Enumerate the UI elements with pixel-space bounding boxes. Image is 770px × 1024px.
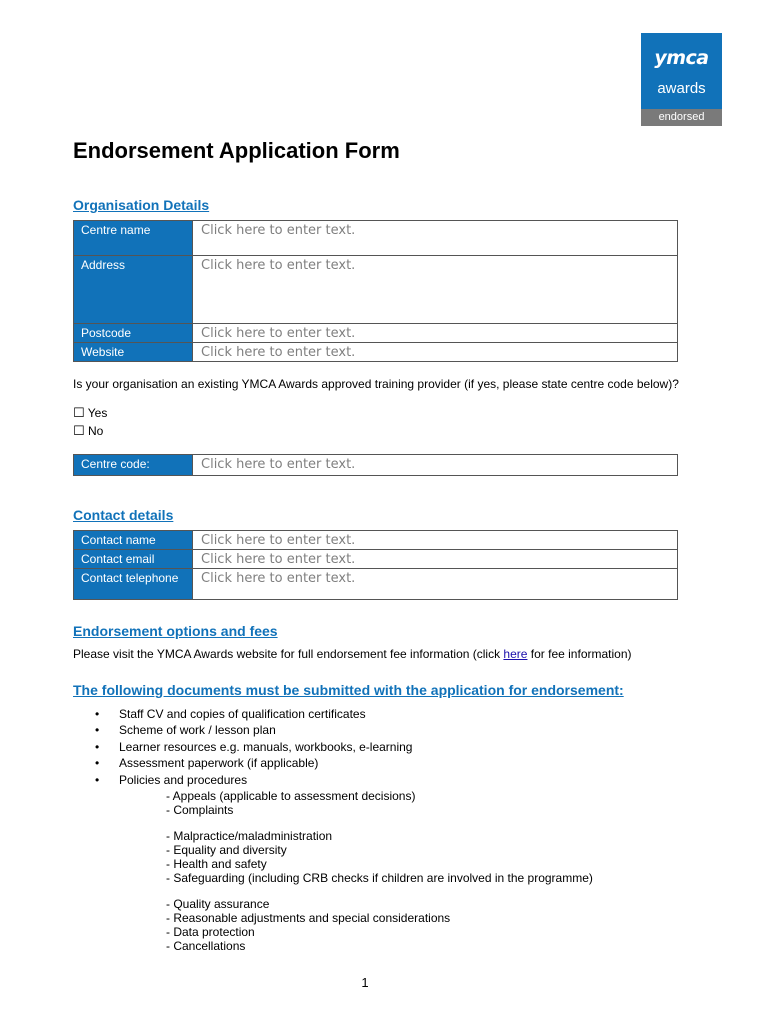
- postcode-label: Postcode: [74, 324, 193, 343]
- logo-endorsed-band: endorsed: [641, 109, 722, 126]
- website-label: Website: [74, 343, 193, 362]
- postcode-field[interactable]: Click here to enter text.: [193, 324, 678, 343]
- yes-checkbox[interactable]: ☐: [73, 406, 85, 421]
- no-checkbox[interactable]: ☐: [73, 424, 85, 439]
- table-row: [74, 569, 678, 600]
- table-row: [74, 221, 678, 256]
- address-field[interactable]: Click here to enter text.: [193, 256, 678, 324]
- table-row: [74, 550, 678, 569]
- contact-details-heading: Contact details: [73, 507, 174, 523]
- contact-name-field[interactable]: Click here to enter text.: [193, 531, 678, 550]
- organisation-details-table: [73, 220, 678, 362]
- fees-link[interactable]: here: [503, 647, 528, 661]
- contact-email-field[interactable]: Click here to enter text.: [193, 550, 678, 569]
- page-title: Endorsement Application Form: [73, 138, 400, 163]
- table-row: [74, 256, 678, 324]
- contact-name-label: Contact name: [74, 531, 193, 550]
- list-item: - Equality and diversity: [166, 843, 287, 857]
- address-label: Address: [74, 256, 193, 324]
- logo-awards-text: awards: [657, 80, 706, 97]
- policies-sublist-3: [166, 897, 450, 953]
- list-item: • Learner resources e.g. manuals, workbooks, e-learning: [73, 739, 412, 755]
- contact-telephone-field[interactable]: Click here to enter text.: [193, 569, 678, 600]
- centre-code-table: [73, 454, 678, 476]
- provider-question: Is your organisation an existing YMCA Awards approved training provider (if yes, please state centre code below)?: [73, 377, 679, 391]
- yes-label: Yes: [87, 406, 108, 420]
- list-item: • Staff CV and copies of qualification certificates: [73, 706, 412, 722]
- endorsement-fees-heading: Endorsement options and fees: [73, 623, 278, 639]
- list-item: - Complaints: [166, 803, 234, 817]
- centre-name-field[interactable]: Click here to enter text.: [193, 221, 678, 256]
- policies-sublist-2: [166, 829, 593, 885]
- yes-option[interactable]: [73, 406, 107, 421]
- list-item: - Data protection: [166, 925, 255, 939]
- website-field[interactable]: Click here to enter text.: [193, 343, 678, 362]
- logo-wordmark: ymca: [654, 47, 709, 69]
- list-item: • Scheme of work / lesson plan: [73, 722, 412, 738]
- table-row: [74, 531, 678, 550]
- fees-paragraph: [73, 647, 632, 661]
- no-option[interactable]: [73, 424, 103, 439]
- table-row: [74, 343, 678, 362]
- table-row: [74, 455, 678, 476]
- centre-name-label: Centre name: [74, 221, 193, 256]
- organisation-details-heading: Organisation Details: [73, 197, 210, 213]
- list-item: - Health and safety: [166, 857, 267, 871]
- list-item: • Policies and procedures: [73, 772, 412, 788]
- contact-telephone-label: Contact telephone: [74, 569, 193, 600]
- ymca-awards-logo: [641, 33, 722, 126]
- contact-email-label: Contact email: [74, 550, 193, 569]
- fees-text-after: for fee information): [527, 647, 632, 661]
- list-item: - Quality assurance: [166, 897, 270, 911]
- required-documents-heading: The following documents must be submitted with the application for endorsement:: [73, 682, 624, 698]
- no-label: No: [88, 424, 104, 438]
- list-item: - Safeguarding (including CRB checks if children are involved in the programme): [166, 871, 593, 885]
- page-number: 1: [361, 975, 369, 990]
- centre-code-label: Centre code:: [74, 455, 193, 476]
- fees-text-before: Please visit the YMCA Awards website for full endorsement fee information (click: [73, 647, 504, 661]
- table-row: [74, 324, 678, 343]
- centre-code-field[interactable]: Click here to enter text.: [193, 455, 678, 476]
- list-item: • Assessment paperwork (if applicable): [73, 755, 412, 771]
- list-item: - Malpractice/maladministration: [166, 829, 333, 843]
- list-item: - Reasonable adjustments and special considerations: [166, 911, 451, 925]
- list-item: - Cancellations: [166, 939, 246, 953]
- required-documents-list: [73, 706, 412, 788]
- contact-details-table: [73, 530, 678, 600]
- policies-sublist-1: [166, 789, 415, 817]
- list-item: - Appeals (applicable to assessment decisions): [166, 789, 416, 803]
